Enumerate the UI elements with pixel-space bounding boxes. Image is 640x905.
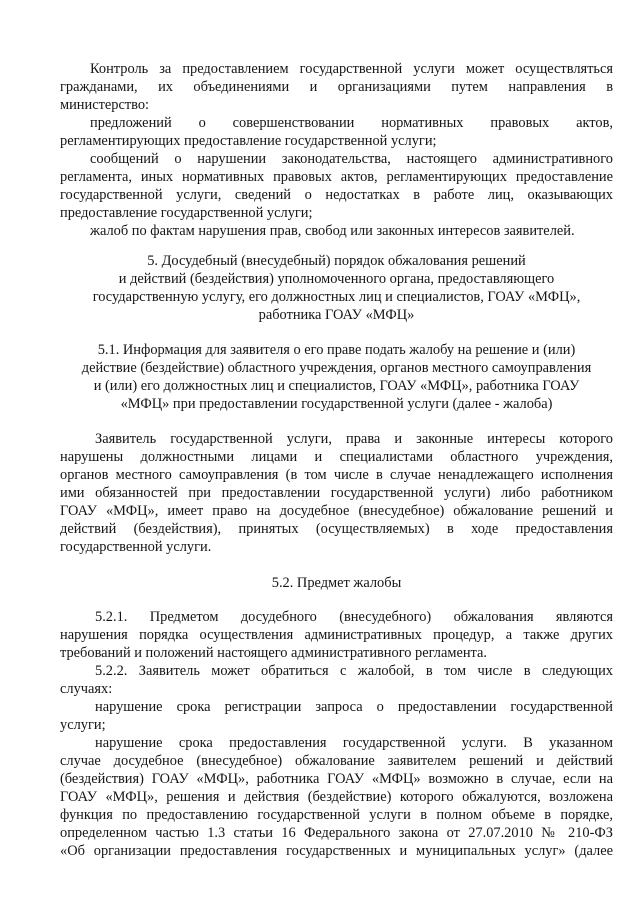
heading-line: и действий (бездействия) уполномоченного органа, предоставляющего (118, 271, 555, 287)
paragraph-line: действий (бездействия), принятых (осуществляемых) в ходе предоставления (60, 521, 613, 537)
case-line: нарушение срока регистрации запроса о предоставлении государственной (95, 699, 613, 715)
case-line: «Об организации предоставления государственных и муниципальных услуг» (далее (60, 843, 613, 859)
list-item-line: предложений о совершенствовании нормативных правовых актов, (90, 115, 613, 131)
list-item-line: государственной услуги, сведений о недостатках в работе лиц, оказывающих (60, 187, 613, 203)
list-item-line: предоставление государственной услуги; (60, 205, 313, 221)
list-item-line: регламента, иных нормативных правовых актов, регламентирующих предоставление (60, 169, 613, 185)
heading-line: 5.1. Информация для заявителя о его праве подать жалобу на решение и (или) (97, 342, 576, 358)
heading-line: государственную услугу, его должностных лиц и специалистов, ГОАУ «МФЦ», (92, 289, 581, 305)
case-line: нарушение срока предоставления государственной услуги. В указанном (95, 735, 613, 751)
paragraph-line: 5.2.2. Заявитель может обратиться с жалобой, в том числе в следующих (95, 663, 613, 679)
list-item-line: сообщений о нарушении законодательства, настоящего административного (90, 151, 613, 167)
list-item-line: жалоб по фактам нарушения прав, свобод или законных интересов заявителей. (90, 223, 575, 239)
paragraph-line: ГОАУ «МФЦ», имеет право на досудебное (внесудебное) обжалование решений и (60, 503, 613, 519)
paragraph-line: нарушены должностными лицами и специалистами областного учреждения, (60, 449, 613, 465)
intro-line: Контроль за предоставлением государственной услуги может осуществляться (90, 61, 613, 77)
heading-line: и (или) его должностных лиц и специалистов, ГОАУ «МФЦ», работника ГОАУ (93, 378, 580, 394)
paragraph-line: ими обязанностей при предоставлении государственной услуги) либо работником (60, 485, 613, 501)
paragraph-line: Заявитель государственной услуги, права и законные интересы которого (95, 431, 613, 447)
paragraph-line: 5.2.1. Предметом досудебного (внесудебного) обжалования являются (95, 609, 613, 625)
list-item-line: регламентирующих предоставление государственной услуги; (60, 133, 437, 149)
subsection-5-2-heading: 5.2. Предмет жалобы (271, 575, 402, 591)
heading-line: «МФЦ» при предоставлении государственной услуги (далее - жалоба) (120, 396, 553, 412)
heading-line: действие (бездействие) областного учреждения, органов местного самоуправления (81, 360, 592, 376)
intro-line: гражданами, их объединениями и организациями путем направления в (60, 79, 613, 95)
case-line: функция по предоставлению государственной услуги в полном объеме в порядке, (60, 807, 613, 823)
paragraph-line: нарушения порядка осуществления административных процедур, а также других (60, 627, 613, 643)
paragraph-line: требований и положений настоящего административного регламента. (60, 645, 488, 661)
paragraph-line: случаях: (60, 681, 113, 697)
paragraph-line: органов местного самоуправления (в том числе в случае ненадлежащего исполнения (60, 467, 613, 483)
heading-line: работника ГОАУ «МФЦ» (258, 307, 415, 323)
case-line: случае досудебное (внесудебное) обжалование заявителем решений и действий (60, 753, 613, 769)
case-line: определенном частью 1.3 статьи 16 Федерального закона от 27.07.2010 № 210-ФЗ (60, 825, 613, 841)
case-line: ГОАУ «МФЦ», решения и действия (бездействие) которого обжалуются, возложена (60, 789, 613, 805)
case-line: услуги; (60, 717, 106, 733)
case-line: (бездействия) ГОАУ «МФЦ», работника ГОАУ «МФЦ» возможно в случае, если на (60, 771, 613, 787)
paragraph-line: государственной услуги. (60, 539, 212, 555)
heading-line: 5. Досудебный (внесудебный) порядок обжалования решений (147, 253, 526, 269)
intro-line: министерство: (60, 97, 150, 113)
